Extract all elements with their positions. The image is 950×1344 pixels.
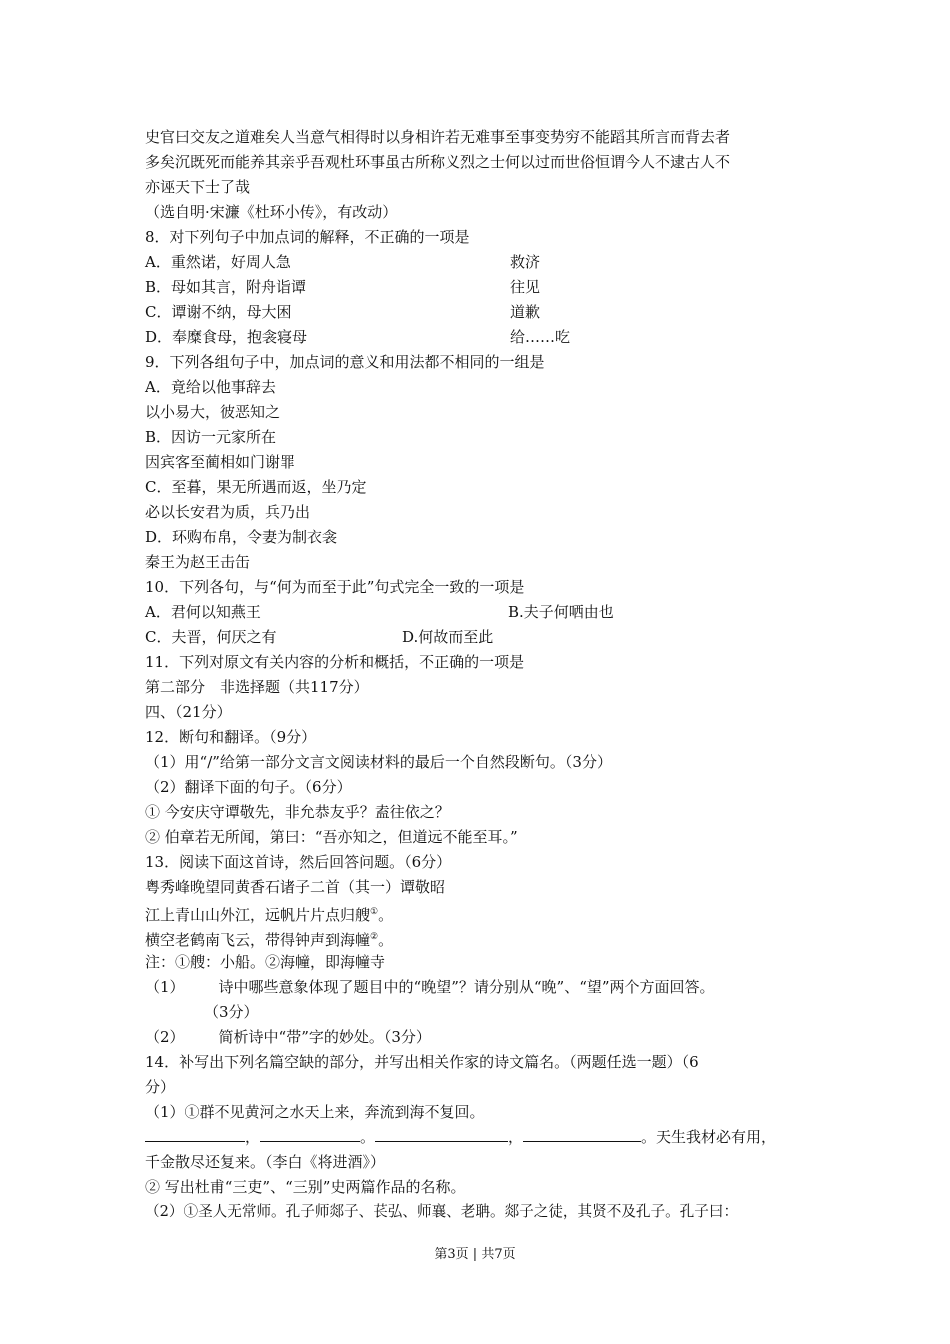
- q8-stem: 8．对下列句子中加点词的解释，不正确的一项是: [145, 228, 470, 246]
- answer-blank[interactable]: [375, 1127, 508, 1142]
- part2-title: 第二部分 非选择题（共117分）: [145, 678, 369, 696]
- q14-stem-line-2: 分）: [145, 1078, 176, 1096]
- q8-option-a: A．重然诺，好周人急: [145, 253, 291, 271]
- q9-line: 以小易大，彼恶知之: [145, 403, 281, 421]
- answer-blank[interactable]: [523, 1127, 641, 1142]
- q12-sentence-1: ① 今安庆守谭敬先，非允恭友乎？盍往依之？: [145, 803, 450, 821]
- q8-option-b: B．母如其言，附舟诣谭: [145, 278, 307, 296]
- passage-source: （选自明·宋濂《杜环小传》，有改动）: [145, 203, 398, 221]
- q8-option-b-meaning: 往见: [510, 278, 541, 296]
- q12-sub2: （2）翻译下面的句子。（6分）: [145, 778, 352, 796]
- q14-stem-line-1: 14．补写出下列名篇空缺的部分，并写出相关作家的诗文篇名。（两题任选一题）（6: [145, 1053, 699, 1071]
- poem-line-1-text: 江上青山山外江，远帆片片点归艘: [145, 906, 371, 924]
- q9-line: A．竟给以他事辞去: [145, 378, 276, 396]
- poem-note: 注：①艘：小船。②海幢，即海幢寺: [145, 953, 386, 971]
- q8-option-d: D．奉糜食母，抱衾寝母: [145, 328, 308, 346]
- passage-line-3: 亦诬天下士了哉: [145, 178, 251, 196]
- q14-fill-line-2: 千金散尽还复来。（李白《将进酒》）: [145, 1153, 386, 1171]
- q9-line: 秦王为赵王击缶: [145, 553, 251, 571]
- q13-sub2: [145, 1026, 431, 1048]
- poem-line-2-text: 横空老鹤南飞云，带得钟声到海幢: [145, 931, 371, 949]
- answer-blank[interactable]: [145, 1127, 245, 1142]
- q8-option-c: C．谭谢不纳，母大困: [145, 303, 292, 321]
- punctuation: ，: [245, 1128, 261, 1146]
- punctuation: 。: [378, 931, 394, 949]
- q13-sub1: [145, 976, 715, 998]
- passage-line-1: 史官曰交友之道难矣人当意气相得时以身相许若无难事至事变势穷不能蹈其所言而背去者: [145, 128, 731, 146]
- q13-stem: 13．阅读下面这首诗，然后回答问题。（6分）: [145, 853, 452, 871]
- q8-option-a-meaning: 救济: [510, 253, 541, 271]
- poem-line-2: [145, 926, 393, 951]
- q13-sub1-number: （1）: [145, 978, 185, 996]
- q10-option-b: B.夫子何哂由也: [508, 603, 614, 621]
- q14-sub1b: ② 写出杜甫“三吏”、“三别”史两篇作品的名称。: [145, 1178, 466, 1196]
- q9-line: D．环购布帛，令妻为制衣衾: [145, 528, 338, 546]
- q8-option-d-meaning: 给……吃: [510, 328, 571, 346]
- q9-line: B．因访一元家所在: [145, 428, 277, 446]
- poem-line-1: [145, 901, 393, 926]
- note-marker: ②: [370, 932, 379, 942]
- q9-line: 因宾客至蔺相如门谢罪: [145, 453, 296, 471]
- q10-option-d: D.何故而至此: [402, 628, 494, 646]
- q14-fill-line: [145, 1126, 776, 1148]
- q13-sub1-text: 诗中哪些意象体现了题目中的“晚望”？请分别从“晚”、“望”两个方面回答。: [218, 978, 715, 996]
- punctuation: ，: [508, 1128, 524, 1146]
- q12-sub1: （1）用“/”给第一部分文言文阅读材料的最后一个自然段断句。（3分）: [145, 753, 612, 771]
- passage-line-2: 多矣沉既死而能养其亲乎吾观杜环事虽古所称义烈之士何以过而世俗恒谓今人不逮古人不: [145, 153, 731, 171]
- q12-stem: 12．断句和翻译。（9分）: [145, 728, 317, 746]
- q9-line: C．至暮，果无所遇而返，坐乃定: [145, 478, 367, 496]
- page-footer: 第3页 | 共7页: [434, 1247, 516, 1262]
- q11-stem: 11．下列对原文有关内容的分析和概括，不正确的一项是: [145, 653, 525, 671]
- q10-option-a: A．君何以知燕王: [145, 603, 261, 621]
- q14-sub1: （1）①群不见黄河之水天上来，奔流到海不复回。: [145, 1103, 485, 1121]
- punctuation: 。: [360, 1128, 376, 1146]
- q9-stem: 9．下列各组句子中，加点词的意义和用法都不相同的一组是: [145, 353, 545, 371]
- q10-option-c: C．夫晋，何厌之有: [145, 628, 277, 646]
- answer-blank[interactable]: [260, 1127, 360, 1142]
- q8-option-c-meaning: 道歉: [510, 303, 541, 321]
- poem-title: 粤秀峰晚望同黄香石诸子二首（其一）谭敬昭: [145, 878, 446, 896]
- q12-sentence-2: ② 伯章若无所闻，第曰：“吾亦知之，但道远不能至耳。”: [145, 828, 518, 846]
- punctuation: 。: [378, 906, 394, 924]
- q13-sub1-score: （3分）: [204, 1003, 259, 1021]
- section-heading: 四、（21分）: [145, 703, 232, 721]
- note-marker: ①: [370, 907, 379, 917]
- q9-line: 必以长安君为质，兵乃出: [145, 503, 311, 521]
- q10-stem: 10．下列各句，与“何为而至于此”句式完全一致的一项是: [145, 578, 525, 596]
- fill-line-tail: 。天生我材必有用，: [641, 1128, 777, 1146]
- q13-sub2-number: （2）: [145, 1028, 185, 1046]
- q14-sub2: （2）①圣人无常师。孔子师郯子、苌弘、师襄、老聃。郯子之徒，其贤不及孔子。孔子曰：: [145, 1203, 739, 1220]
- q13-sub2-text: 简析诗中“带”字的妙处。（3分）: [218, 1028, 431, 1046]
